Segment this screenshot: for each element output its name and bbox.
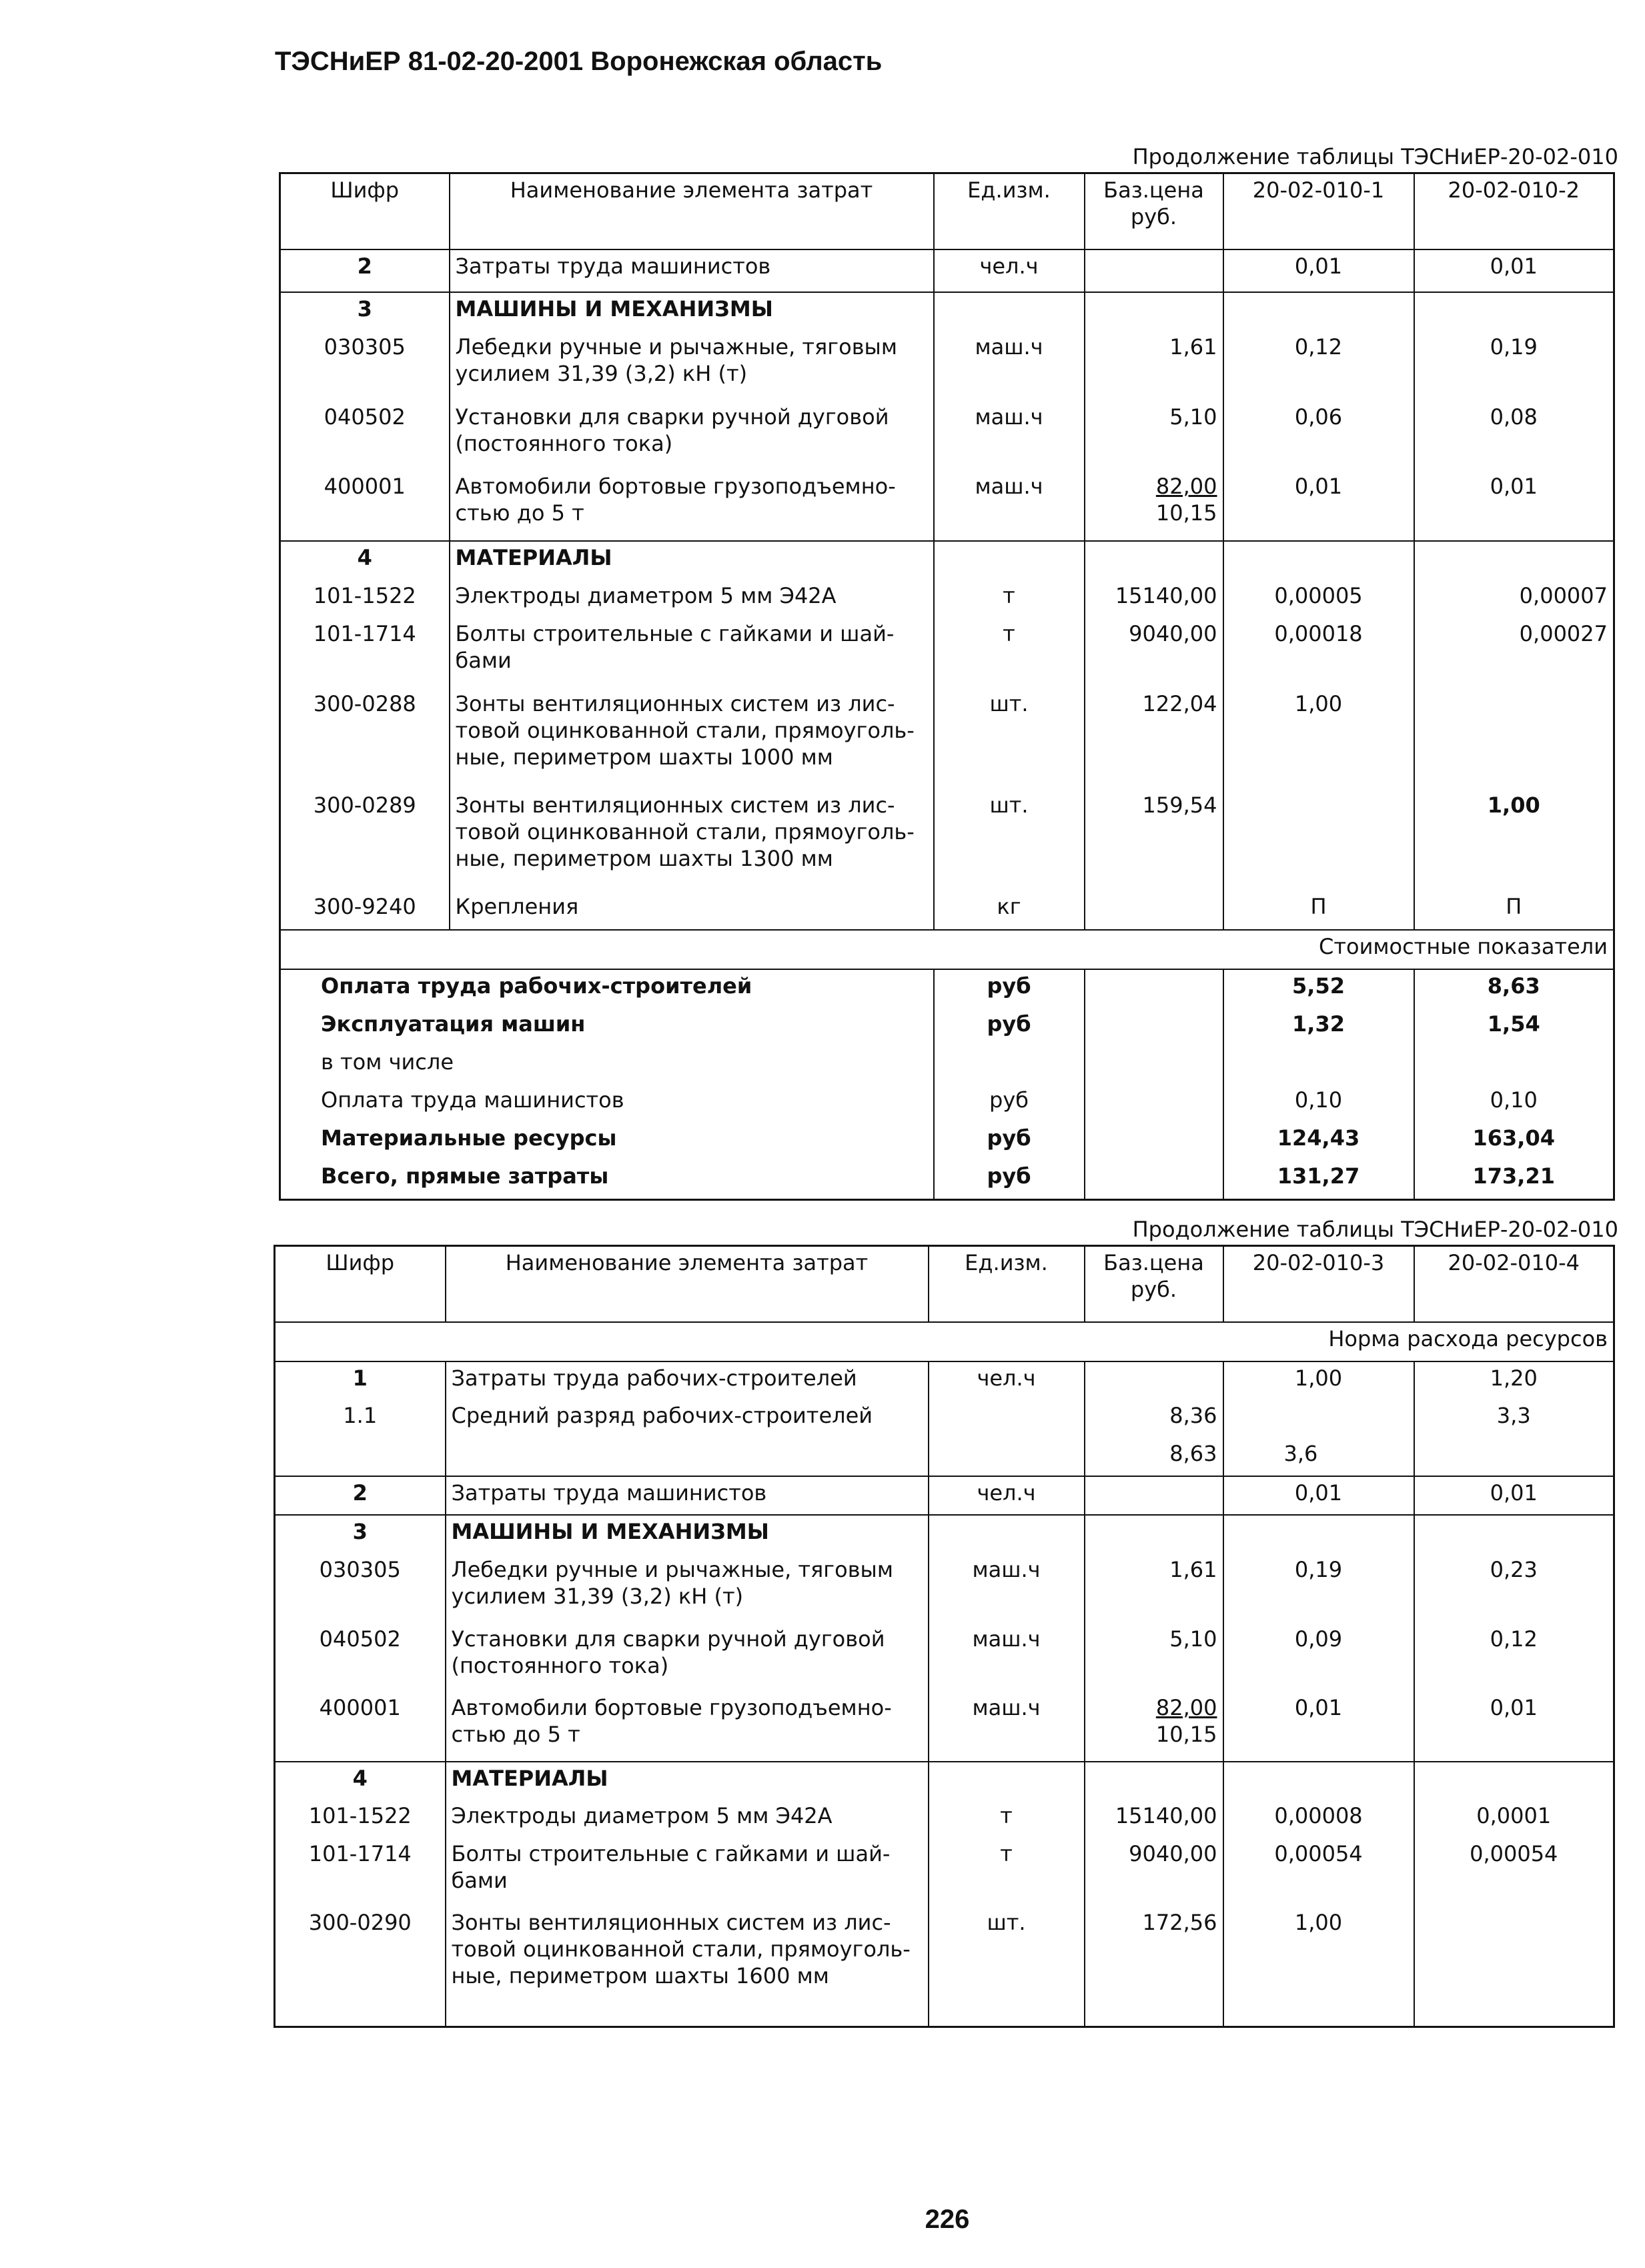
table2-caption: Продолжение таблицы ТЭСНиЕР-20-02-010 [1132, 1217, 1618, 1242]
table-row: 400001 Автомобили бортовые грузоподъемно-стью до 5 т маш.ч 82,00 10,15 0,01 0,01 [280, 470, 1614, 541]
col-a-header: 20-02-010-1 [1223, 173, 1414, 250]
col-a-header: 20-02-010-3 [1223, 1246, 1414, 1323]
col-price-header: Баз.цена руб. [1085, 173, 1223, 250]
col-unit-header: Ед.изм. [929, 1246, 1085, 1323]
col-code-header: Шифр [275, 1246, 446, 1323]
page-number: 226 [925, 2205, 970, 2234]
total-row: в том числе [280, 1046, 1614, 1084]
table-row: 300-9240 Крепления кг П П [280, 891, 1614, 929]
cost-indicators-header: Стоимостные показатели [280, 930, 1614, 969]
table1-header-row [280, 173, 1614, 250]
table-spacer-row [275, 2007, 1614, 2027]
section-row: 4 МАТЕРИАЛЫ [275, 1762, 1614, 1800]
table2 [273, 1245, 1615, 2028]
col-name-header: Наименование элемента затрат [446, 1246, 929, 1323]
table-row: 2 Затраты труда машинистов чел.ч 0,01 0,01 [280, 249, 1614, 292]
section-row: 4 МАТЕРИАЛЫ [280, 541, 1614, 580]
table1-caption: Продолжение таблицы ТЭСНиЕР-20-02-010 [1132, 144, 1618, 169]
table-row: 2 Затраты труда машинистов чел.ч 0,01 0,01 [275, 1476, 1614, 1516]
col-code-header: Шифр [280, 173, 450, 250]
total-row: Оплата труда рабочих-строителей руб 5,52 8,63 [280, 969, 1614, 1008]
col-b-header: 20-02-010-2 [1414, 173, 1614, 250]
table1 [279, 172, 1615, 1201]
table-row: 040502 Установки для сварки ручной дуговой (постоянного тока) маш.ч 5,10 0,09 0,12 [275, 1623, 1614, 1692]
table-row: 101-1714 Болты строительные с гайками и шай-бами т 9040,00 0,00018 0,00027 [280, 618, 1614, 688]
section-row: 3 МАШИНЫ И МЕХАНИЗМЫ [275, 1515, 1614, 1554]
table-row: 300-0288 Зонты вентиляционных систем из лис-товой оцинкованной стали, прямоуголь-ные, периметром шахты 1000 мм шт. 122,04 1,00 [280, 688, 1614, 789]
resource-norm-header: Норма расхода ресурсов [1328, 1326, 1608, 1351]
table-row: 300-0290 Зонты вентиляционных систем из лис-товой оцинкованной стали, прямоуголь-ные, периметром шахты 1600 мм шт. 172,56 1,00 [275, 1906, 1614, 2007]
total-row: Оплата труда машинистов руб 0,10 0,10 [280, 1084, 1614, 1122]
table-row: 400001 Автомобили бортовые грузоподъемно-стью до 5 т маш.ч 82,00 10,15 0,01 0,01 [275, 1692, 1614, 1762]
table-row: 040502 Установки для сварки ручной дуговой (постоянного тока) маш.ч 5,10 0,06 0,08 [280, 401, 1614, 471]
table2-header-row [275, 1246, 1614, 1323]
col-name-header: Наименование элемента затрат [450, 173, 934, 250]
col-unit-header: Ед.изм. [934, 173, 1085, 250]
total-row: Всего, прямые затраты руб 131,27 173,21 [280, 1160, 1614, 1199]
table-row: 101-1714 Болты строительные с гайками и шай-бами т 9040,00 0,00054 0,00054 [275, 1838, 1614, 1907]
document-title: ТЭСНиЕР 81-02-20-2001 Воронежская область [275, 47, 883, 76]
table-row: 8,63 3,6 [275, 1438, 1614, 1476]
table-row: 030305 Лебедки ручные и рычажные, тяговым усилием 31,39 (3,2) кН (т) маш.ч 1,61 0,12 0,19 [280, 331, 1614, 401]
total-row: Эксплуатация машин руб 1,32 1,54 [280, 1008, 1614, 1046]
col-price-header: Баз.цена руб. [1085, 1246, 1223, 1323]
table-row: 101-1522 Электроды диаметром 5 мм Э42А т 15140,00 0,00008 0,0001 [275, 1800, 1614, 1837]
table-row: 1.1 Средний разряд рабочих-строителей 8,36 3,3 [275, 1399, 1614, 1437]
table-row: 101-1522 Электроды диаметром 5 мм Э42А т 15140,00 0,00005 0,00007 [280, 580, 1614, 618]
table-row: 030305 Лебедки ручные и рычажные, тяговым усилием 31,39 (3,2) кН (т) маш.ч 1,61 0,19 0,23 [275, 1554, 1614, 1623]
table-row: 1 Затраты труда рабочих-строителей чел.ч 1,00 1,20 [275, 1361, 1614, 1400]
table-row: 300-0289 Зонты вентиляционных систем из лис-товой оцинкованной стали, прямоуголь-ные, периметром шахты 1300 мм шт. 159,54 1,00 [280, 789, 1614, 891]
col-b-header: 20-02-010-4 [1414, 1246, 1614, 1323]
section-row: 3 МАШИНЫ И МЕХАНИЗМЫ [280, 292, 1614, 331]
total-row: Материальные ресурсы руб 124,43 163,04 [280, 1122, 1614, 1160]
